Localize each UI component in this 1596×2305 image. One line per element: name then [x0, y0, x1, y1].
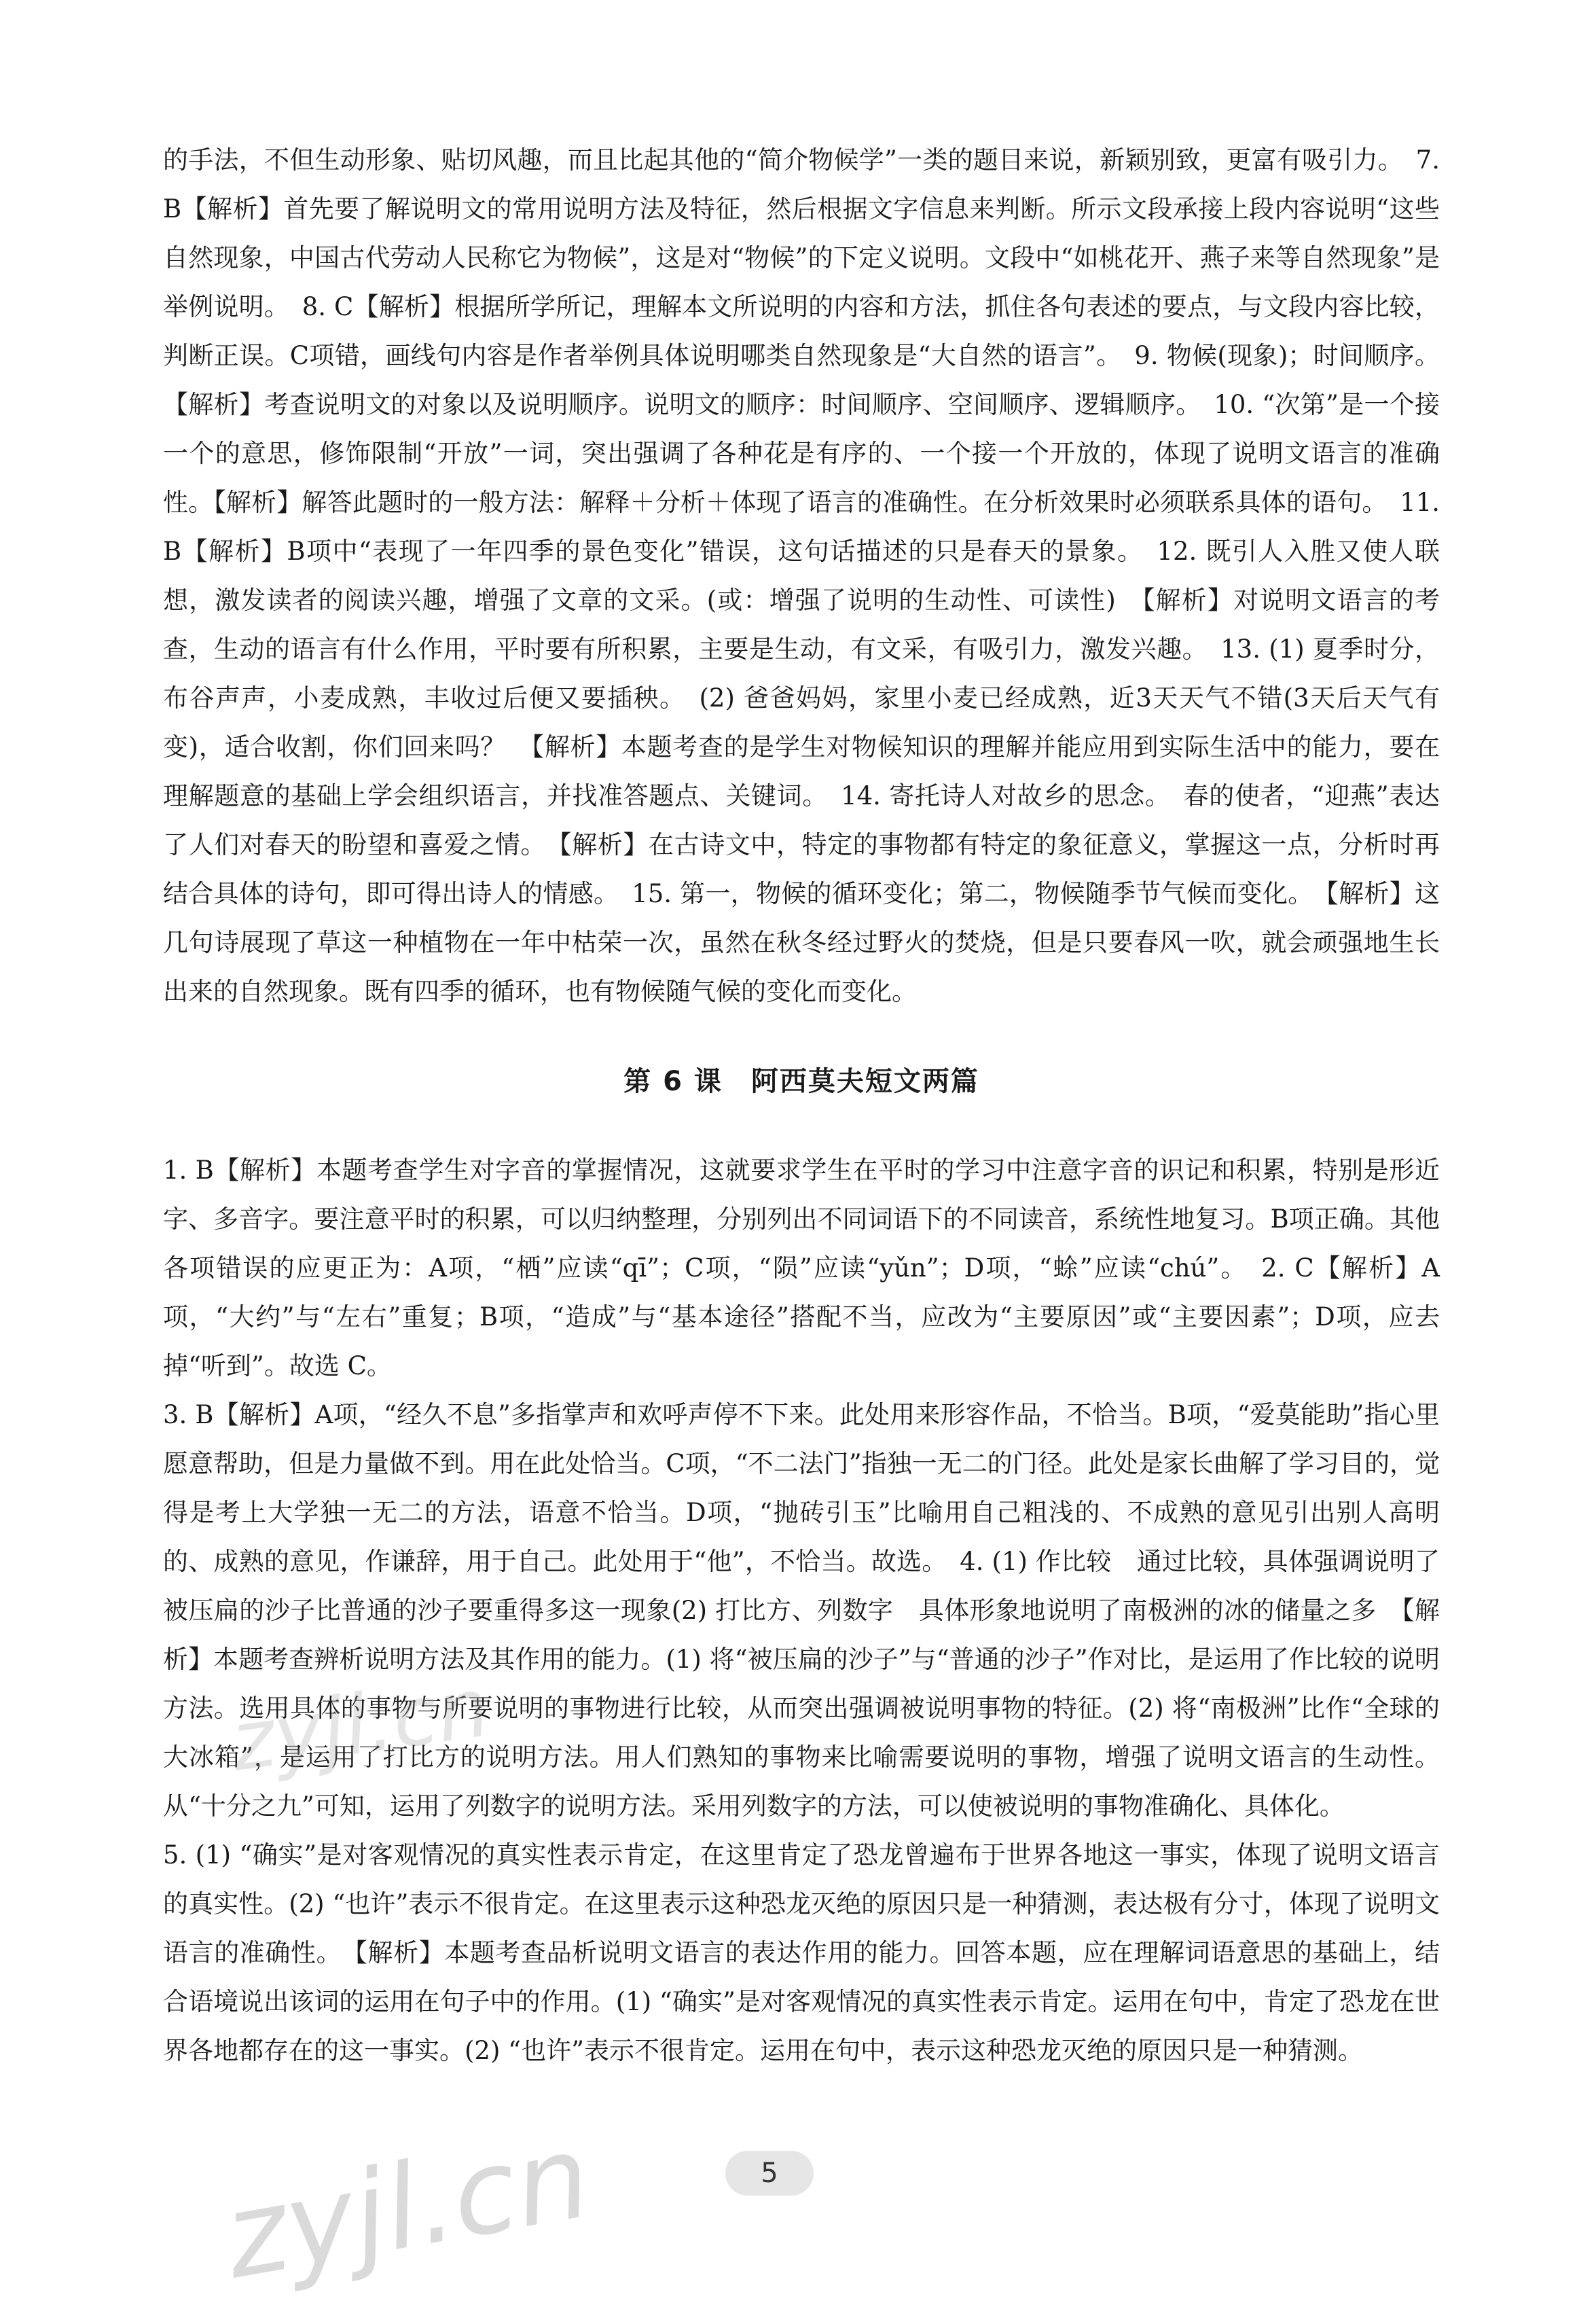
answer-paragraph-q5: 5. (1) “确实”是对客观情况的真实性表示肯定，在这里肯定了恐龙曾遍布于世界各地这一事实，体现了说明文语言的真实性。(2) “也许”表示不很肯定。在这里表示这种恐龙灭绝的原因只是一种猜测，表达极有分寸，体现了说明文语言的准确性。 【解析】本题考查品析说明文语言的表达作用的能力。回答本题，应在理解词语意思的基础上，结合语境说出该词的运用在句子中的作用。(1) “确实”是对客观情况的真实性表示肯定。运用在句中，肯定了恐龙在世界各地都存在的这一事实。(2) “也许”表示不很肯定。运用在句中，表示这种恐龙灭绝的原因只是一种猜测。 — [163, 1840, 1440, 2065]
page-number-badge — [725, 2151, 814, 2196]
answer-page — [163, 136, 1440, 2075]
watermark-bottom: zyjl.cn — [215, 2109, 600, 2305]
answer-paragraph-q3-q4: 3. B【解析】A项，“经久不息”多指掌声和欢呼声停不下来。此处用来形容作品，不恰当。B项，“爱莫能助”指心里愿意帮助，但是力量做不到。用在此处恰当。C项，“不二法门”指独一无二的门径。此处是家长曲解了学习目的，觉得是考上大学独一无二的方法，语意不恰当。D项，“抛砖引玉”比喻用自己粗浅的、不成熟的意见引出别人高明的、成熟的意见，作谦辞，用于自己。此处用于“他”，不恰当。故选。 4. (1) 作比较 通过比较，具体强调说明了被压扁的沙子比普通的沙子要重得多这一现象(2) 打比方、列数字 具体形象地说明了南极洲的冰的储量之多 【解析】本题考查辨析说明方法及其作用的能力。(1) 将“被压扁的沙子”与“普通的沙子”作对比，是运用了作比较的说明方法。选用具体的事物与所要说明的事物进行比较，从而突出强调被说明事物的特征。(2) 将“南极洲”比作“全球的大冰箱”，是运用了打比方的说明方法。用人们熟知的事物来比喻需要说明的事物，增强了说明文语言的生动性。从“十分之九”可知，运用了列数字的说明方法。采用列数字的方法，可以使被说明的事物准确化、具体化。 — [163, 1400, 1440, 1821]
watermark-mid: zyjl.cn — [225, 1660, 495, 1790]
answer-paragraph-lesson5: 的手法，不但生动形象、贴切风趣，而且比起其他的“简介物候学”一类的题目来说，新颖别致，更富有吸引力。 7. B【解析】首先要了解说明文的常用说明方法及特征，然后根据文字信息来判断。所示文段承接上段内容说明“这些自然现象，中国古代劳动人民称它为物候”，这是对“物候”的下定义说明。文段中“如桃花开、燕子来等自然现象”是举例说明。 8. C【解析】根据所学所记，理解本文所说明的内容和方法，抓住各句表述的要点，与文段内容比较，判断正误。C项错，画线句内容是作者举例具体说明哪类自然现象是“大自然的语言”。 9. 物候(现象)；时间顺序。【解析】考查说明文的对象以及说明顺序。说明文的顺序：时间顺序、空间顺序、逻辑顺序。 10. “次第”是一个接一个的意思，修饰限制“开放”一词，突出强调了各种花是有序的、一个接一个开放的，体现了说明文语言的准确性。【解析】解答此题时的一般方法：解释＋分析＋体现了语言的准确性。在分析效果时必须联系具体的语句。 11. B【解析】B项中“表现了一年四季的景色变化”错误，这句话描述的只是春天的景象。 12. 既引人入胜又使人联想，激发读者的阅读兴趣，增强了文章的文采。(或：增强了说明的生动性、可读性) 【解析】对说明文语言的考查，生动的语言有什么作用，平时要有所积累，主要是生动，有文采，有吸引力，激发兴趣。 13. (1) 夏季时分，布谷声声，小麦成熟，丰收过后便又要插秧。 (2) 爸爸妈妈，家里小麦已经成熟，近3天天气不错(3天后天气有变)，适合收割，你们回来吗？ 【解析】本题考查的是学生对物候知识的理解并能应用到实际生活中的能力，要在理解题意的基础上学会组织语言，并找准答题点、关键词。 14. 寄托诗人对故乡的思念。 春的使者，“迎燕”表达了人们对春天的盼望和喜爱之情。 【解析】在古诗文中，特定的事物都有特定的象征意义，掌握这一点，分析时再结合具体的诗句，即可得出诗人的情感。 15. 第一，物候的循环变化；第二，物候随季节气候而变化。 【解析】这几句诗展现了草这一种植物在一年中枯荣一次，虽然在秋冬经过野火的焚烧，但是只要春风一吹，就会顽强地生长出来的自然现象。既有四季的循环，也有物候随气候的变化而变化。 — [163, 145, 1440, 1006]
page-number: 5 — [761, 2158, 778, 2189]
section-title-lesson6: 第 6 课 阿西莫夫短文两篇 — [623, 1066, 979, 1097]
answer-paragraph-q1-q2: 1. B【解析】本题考查学生对字音的掌握情况，这就要求学生在平时的学习中注意字音的识记和积累，特别是形近字、多音字。要注意平时的积累，可以归纳整理，分别列出不同词语下的不同读音，系统性地复习。B项正确。其他各项错误的应更正为：A项，“栖”应读“qī”；C项，“陨”应读“yǔn”；D项，“蜍”应读“chú”。 2. C【解析】A项，“大约”与“左右”重复；B项，“造成”与“基本途径”搭配不当，应改为“主要原因”或“主要因素”；D项，应去掉“听到”。故选 C。 — [163, 1156, 1440, 1380]
